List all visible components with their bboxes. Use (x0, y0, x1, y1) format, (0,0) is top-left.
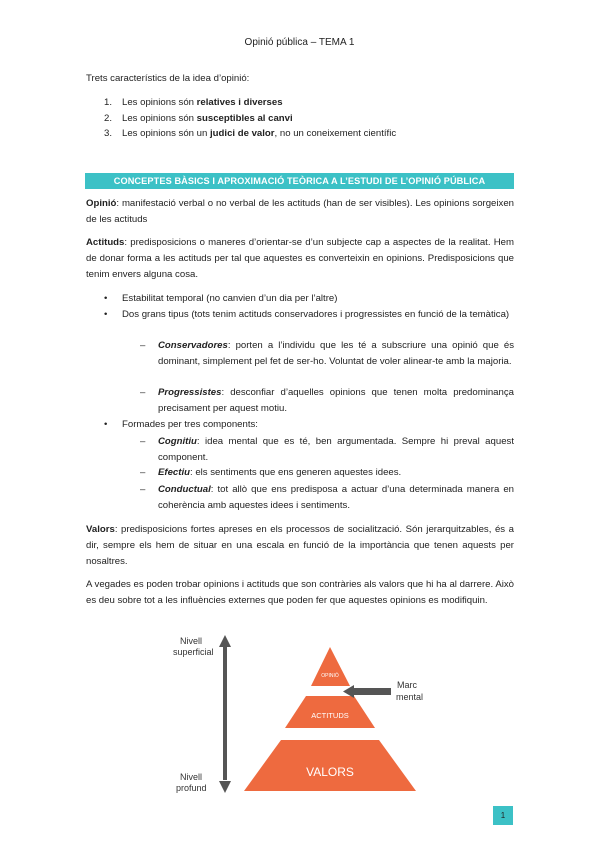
bullet-item (104, 291, 514, 307)
term-progressistes: Progressistes (158, 387, 222, 398)
dash-icon: – (140, 484, 146, 495)
definition-conductual: : tot allò que ens predisposa a actuar d’una determinada manera en coherència amb aquestes idees i sentiments. (158, 484, 514, 511)
bullet-icon: • (104, 419, 108, 430)
list-bold: susceptibles al canvi (196, 112, 293, 124)
sub-item-progressistes (140, 385, 514, 416)
dash-icon: – (140, 467, 146, 478)
level-label-opinio: OPINIÓ (321, 673, 339, 679)
sub-item-cognitiu (140, 434, 514, 465)
term-valors: Valors (86, 524, 115, 535)
bullet-item (104, 417, 514, 433)
paragraph-actituds (86, 235, 514, 282)
bullet-text: Estabilitat temporal (no canvien d’un dia per l’altre) (122, 293, 338, 304)
level-label-valors: VALORS (306, 765, 354, 779)
pyramid-top-opinio (311, 647, 350, 686)
definition-opinio: : manifestació verbal o no verbal de les actituds (han de ser visibles). Les opinions sorgeixen de les actituds (86, 198, 514, 225)
bullet-icon: • (104, 293, 108, 304)
section-heading: CONCEPTES BÀSICS I APROXIMACIÓ TEÒRICA A L’ESTUDI DE L’OPINIÓ PÚBLICA (85, 173, 514, 189)
label-marc: Marc (397, 680, 417, 690)
term-cognitiu: Cognitiu (158, 436, 197, 447)
paragraph-opinio (86, 196, 514, 228)
term-efectiu: Efectiu (158, 467, 190, 478)
list-text: Les opinions són (122, 112, 197, 124)
sub-item-conservadores (140, 338, 514, 369)
list-text-post: , no un coneixement científic (274, 128, 397, 140)
intro-text: Trets característics de la idea d’opinió: (86, 73, 250, 84)
dash-icon: – (140, 387, 146, 398)
label-nivell-profund-2: profund (176, 783, 207, 793)
paragraph-valors (86, 522, 514, 569)
traits-list (104, 95, 396, 142)
list-item (104, 95, 396, 111)
definition-valors: : predisposicions fortes apreses en els processos de socialització. Són jerarquitzables, és a dir, sempre els hem de situar en una escala en funció de la importància que tenen aquests per nosaltres. (86, 524, 514, 567)
list-number: 3. (104, 128, 113, 140)
dash-icon: – (140, 340, 146, 351)
definition-cognitiu: : idea mental que es té, ben argumentada. Sempre hi preval aquest component. (158, 436, 514, 463)
bullet-text: Dos grans tipus (tots tenim actituds conservadores i progressistes en funció de la temàtica) (122, 309, 510, 320)
dash-icon: – (140, 436, 146, 447)
bullet-text: Formades per tres components: (122, 419, 258, 430)
vertical-double-arrow-icon (219, 635, 231, 793)
level-label-actituds: ACTITUDS (311, 711, 349, 720)
definition-conservadores: : porten a l’individu que les té a subscriure una opinió que és dominant, simplement pel fet de ser-ho. Voluntat de voler alinear-te amb la majoria. (158, 340, 514, 367)
list-text: Les opinions són un (122, 128, 211, 140)
list-text: Les opinions són (122, 97, 197, 108)
sub-item-efectiu (140, 465, 514, 481)
label-nivell-superficial-1: Nivell (180, 636, 203, 646)
label-mental: mental (396, 692, 424, 702)
list-number: 1. (104, 97, 113, 108)
list-bold: judici de valor (210, 128, 275, 140)
bullet-icon: • (104, 309, 108, 320)
page-number: 1 (493, 806, 513, 825)
term-actituds: Actituds (86, 237, 125, 248)
page-header: Opinió pública – TEMA 1 (244, 37, 355, 48)
bullet-item (104, 307, 514, 323)
term-conservadores: Conservadores (158, 340, 228, 351)
label-nivell-profund-1: Nivell (180, 772, 203, 782)
definition-efectiu: : els sentiments que ens generen aquestes idees. (190, 467, 402, 478)
pyramid-diagram (140, 630, 460, 800)
paragraph-closing: A vegades es poden trobar opinions i actituds que son contràries als valors que hi ha al darrere. Això es deu sobre tot a les influències externes que poden fer que aquestes opinions es modifiquin. (86, 579, 514, 606)
list-item (104, 126, 396, 142)
list-bold: relatives i diverses (196, 97, 283, 108)
definition-progressistes: : desconfiar d’aquelles opinions que tenen molta predominança precisament per aquest motiu. (158, 387, 514, 414)
term-opinio: Opinió (86, 198, 117, 209)
list-number: 2. (104, 112, 113, 124)
definition-actituds: : predisposicions o maneres d’orientar-se d’un subjecte cap a aspectes de la realitat. Hem de donar forma a les actituds per tal que aquestes es converteixin en opinions. Predisposicions que tenim envers alguna cosa. (86, 237, 514, 280)
list-item (104, 111, 396, 127)
sub-item-conductual (140, 482, 514, 513)
term-conductual: Conductual (158, 484, 211, 495)
label-nivell-superficial-2: superficial (173, 647, 214, 657)
